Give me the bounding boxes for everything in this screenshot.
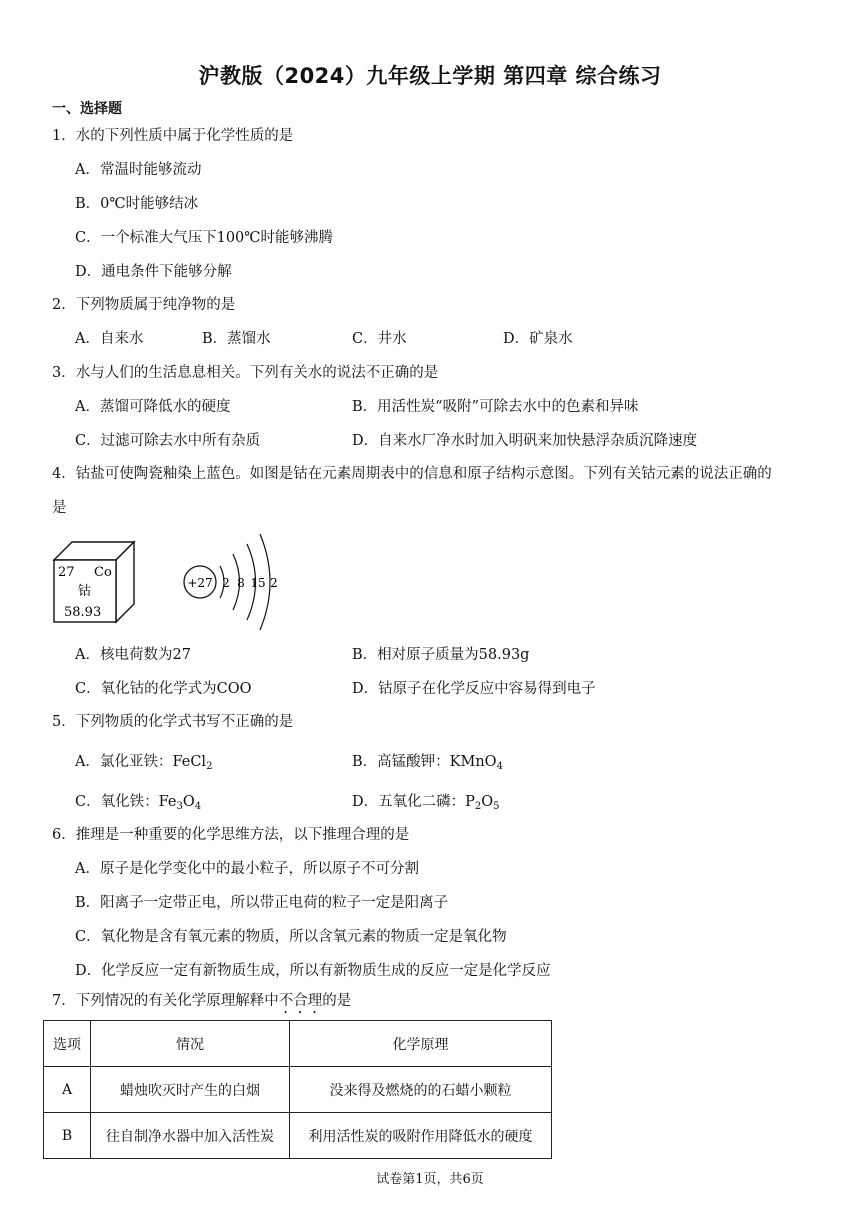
question-2-option-a: A．自来水 xyxy=(75,331,144,347)
formula-c: Fe xyxy=(158,794,177,810)
question-6-stem: 6．推理是一种重要的化学思维方法，以下推理合理的是 xyxy=(52,827,410,843)
section-heading: 一、选择题 xyxy=(52,101,122,117)
formula-d: P xyxy=(465,794,475,810)
table-header-row xyxy=(44,1021,552,1067)
question-6-option-d: D．化学反应一定有新物质生成，所以有新物质生成的反应一定是化学反应 xyxy=(75,963,551,979)
page-title: 沪教版（2024）九年级上学期 第四章 综合练习 xyxy=(198,64,662,88)
question-5-option-b: B．高锰酸钾：KMnO$_4$ xyxy=(352,754,503,772)
question-7-table xyxy=(43,1020,552,1159)
question-3-option-c: C．过滤可除去水中所有杂质 xyxy=(75,433,261,449)
shell-4-electrons: 2 xyxy=(270,576,278,590)
question-7-stem: 7．下列情况的有关化学原理解释中不合理的是 xyxy=(52,993,352,1009)
table-cell: 蜡烛吹灭时产生的白烟 xyxy=(91,1067,290,1113)
question-5-stem: 5．下列物质的化学式书写不正确的是 xyxy=(52,714,294,730)
shell-1-electrons: 2 xyxy=(222,576,230,590)
nucleus-charge: +27 xyxy=(187,576,213,590)
question-2-option-d: D．矿泉水 xyxy=(503,331,573,347)
table-header: 选项 xyxy=(44,1021,91,1067)
question-4-option-a: A．核电荷数为27 xyxy=(75,647,191,663)
question-3-option-d: D．自来水厂净水时加入明矾来加快悬浮杂质沉降速度 xyxy=(352,433,698,449)
shell-3-electrons: 15 xyxy=(250,576,266,590)
question-2-option-c: C．井水 xyxy=(352,331,407,347)
table-cell: 没来得及燃烧的的石蜡小颗粒 xyxy=(290,1067,552,1113)
question-3-stem: 3．水与人们的生活息息相关。下列有关水的说法不正确的是 xyxy=(52,365,439,381)
table-cell: B xyxy=(44,1113,91,1159)
question-4-option-d: D．钴原子在化学反应中容易得到电子 xyxy=(352,681,596,697)
table-cell: 往自制净水器中加入活性炭 xyxy=(91,1113,290,1159)
table-row xyxy=(44,1067,552,1113)
question-5-option-a: A．氯化亚铁：FeCl$_2$ xyxy=(75,754,213,772)
question-2-option-b: B．蒸馏水 xyxy=(202,331,271,347)
question-1-option-b: B．0℃时能够结冰 xyxy=(75,196,199,212)
question-4-option-c: C．氧化钴的化学式为COO xyxy=(75,681,252,697)
atomic-number: 27 xyxy=(58,565,75,580)
formula-a: FeCl xyxy=(172,754,207,770)
atomic-structure-diagram xyxy=(178,530,288,634)
question-4-option-b: B．相对原子质量为58.93g xyxy=(352,647,530,663)
table-header: 化学原理 xyxy=(290,1021,552,1067)
shell-2-electrons: 8 xyxy=(237,576,245,590)
question-1-stem: 1．水的下列性质中属于化学性质的是 xyxy=(52,128,294,144)
question-1-option-a: A．常温时能够流动 xyxy=(75,162,202,178)
question-4-stem-line1: 4．钴盐可使陶瓷釉染上蓝色。如图是钴在元素周期表中的信息和原子结构示意图。下列有关钴元素的说法正确的 xyxy=(52,466,772,482)
table-row xyxy=(44,1113,552,1159)
question-4-stem-line2: 是 xyxy=(52,500,67,516)
question-3-option-a: A．蒸馏可降低水的硬度 xyxy=(75,399,231,415)
question-6-option-a: A．原子是化学变化中的最小粒子，所以原子不可分割 xyxy=(75,861,419,877)
question-2-stem: 2．下列物质属于纯净物的是 xyxy=(52,297,236,313)
formula-b: KMnO xyxy=(449,754,497,770)
question-3-option-b: B．用活性炭“吸附”可除去水中的色素和异味 xyxy=(352,399,639,415)
page-footer: 试卷第1页，共6页 xyxy=(376,1172,484,1187)
question-5-option-d: D．五氧化二磷：$P_2O_5$ xyxy=(352,794,500,812)
question-6-option-c: C．氧化物是含有氧元素的物质，所以含氧元素的物质一定是氧化物 xyxy=(75,929,507,945)
table-cell: A xyxy=(44,1067,91,1113)
question-1-option-d: D．通电条件下能够分解 xyxy=(75,264,232,280)
question-5-option-c: C．氧化铁：$Fe_3O_4$ xyxy=(75,794,202,812)
table-header: 情况 xyxy=(91,1021,290,1067)
question-6-option-b: B．阳离子一定带正电，所以带正电荷的粒子一定是阳离子 xyxy=(75,895,449,911)
atomic-mass: 58.93 xyxy=(64,605,102,620)
table-cell: 利用活性炭的吸附作用降低水的硬度 xyxy=(290,1113,552,1159)
emphasized-text: 不合理 xyxy=(278,993,323,1009)
periodic-table-cell xyxy=(50,538,140,626)
element-symbol: Co xyxy=(94,565,112,580)
question-1-option-c: C．一个标准大气压下100℃时能够沸腾 xyxy=(75,230,333,246)
element-name: 钴 xyxy=(78,584,92,599)
